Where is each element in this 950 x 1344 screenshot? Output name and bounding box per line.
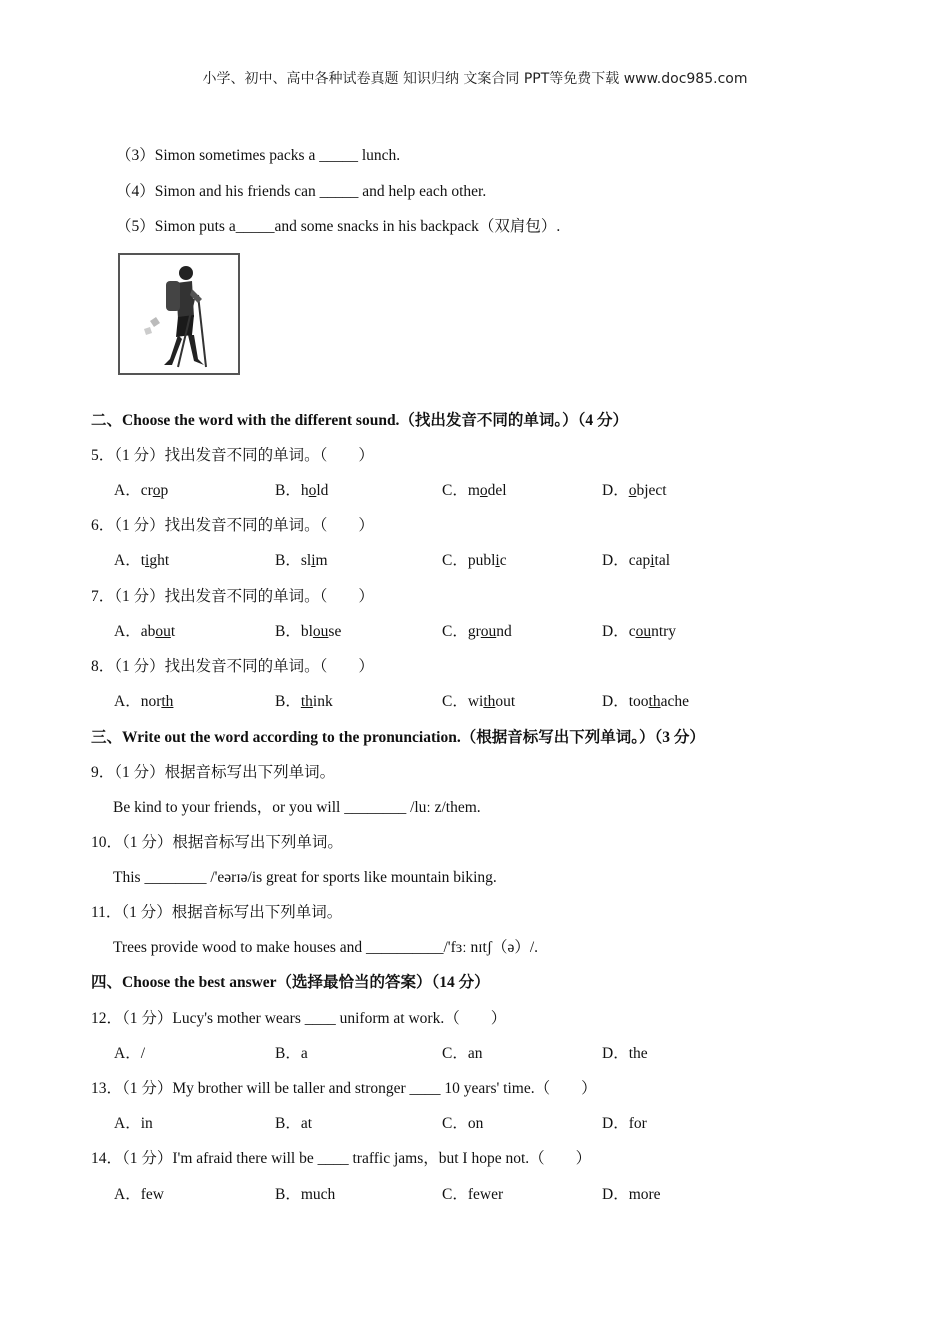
question-9-sentence: Be kind to your friends，or you will ________ /luː z/them. [113, 799, 481, 816]
question-13-stem: 13．（1 分）My brother will be taller and stronger ____ 10 years' time.（ ） [91, 1080, 597, 1097]
q13-option-c[interactable]: C．on [442, 1115, 484, 1132]
q12-option-d[interactable]: D．the [602, 1045, 648, 1062]
question-12-stem: 12．（1 分）Lucy's mother wears ____ uniform at work.（ ） [91, 1010, 507, 1027]
answer-blank[interactable]: ____ [409, 1080, 441, 1097]
question-5-stem: 5．（1 分）找出发音不同的单词。（ ） [91, 447, 374, 464]
fill-item-3 [116, 146, 400, 166]
q12-option-c[interactable]: C．an [442, 1045, 483, 1062]
answer-blank[interactable]: ____ [317, 1150, 349, 1167]
q8-option-b[interactable]: B．think [275, 693, 333, 710]
q7-option-c[interactable]: C．ground [442, 623, 512, 640]
answer-blank[interactable]: _____ [319, 183, 359, 200]
q12-option-a[interactable]: A．/ [114, 1045, 146, 1062]
q5-option-b[interactable]: B．hold [275, 482, 329, 499]
section-2-title: 二、Choose the word with the different sound.（找出发音不同的单词。）（4 分） [91, 412, 629, 429]
answer-blank[interactable]: __________ [366, 939, 444, 956]
q5-option-d[interactable]: D．object [602, 482, 667, 499]
q13-option-d[interactable]: D．for [602, 1115, 647, 1132]
page-header: 小学、初中、高中各种试卷真题 知识归纳 文案合同 PPT等免费下载 www.doc985.com [202, 71, 748, 87]
q7-option-d[interactable]: D．country [602, 623, 677, 640]
question-11-stem: 11．（1 分）根据音标写出下列单词。 [91, 904, 343, 921]
fill-item-text: and help each other. [358, 183, 487, 200]
q6-option-c[interactable]: C．public [442, 552, 507, 569]
q7-option-a[interactable]: A．about [114, 623, 176, 640]
question-8-stem: 8．（1 分）找出发音不同的单词。（ ） [91, 658, 374, 675]
q12-option-b[interactable]: B．a [275, 1045, 308, 1062]
question-11-sentence: Trees provide wood to make houses and __________/'fɜː nɪtʃ（ə）/. [113, 939, 539, 956]
q14-option-d[interactable]: D．more [602, 1186, 661, 1203]
section-3-title: 三、Write out the word according to the pronunciation.（根据音标写出下列单词。）（3 分） [91, 729, 705, 746]
q7-option-b[interactable]: B．blouse [275, 623, 342, 640]
fill-item-text: lunch. [357, 147, 401, 164]
q8-option-c[interactable]: C．without [442, 693, 516, 710]
question-9-stem: 9．（1 分）根据音标写出下列单词。 [91, 764, 336, 781]
section-4-title: 四、Choose the best answer（选择最恰当的答案）（14 分） [91, 974, 490, 991]
question-10-stem: 10．（1 分）根据音标写出下列单词。 [91, 834, 343, 851]
hiker-icon [120, 255, 238, 373]
q13-option-a[interactable]: A．in [114, 1115, 153, 1132]
question-6-stem: 6．（1 分）找出发音不同的单词。（ ） [91, 517, 374, 534]
fill-item-text: （5）Simon puts a [116, 218, 236, 235]
q5-option-a[interactable]: A．crop [114, 482, 169, 499]
answer-blank[interactable]: ________ [144, 869, 207, 886]
q8-option-a[interactable]: A．north [114, 693, 174, 710]
answer-blank[interactable]: ________ [344, 799, 407, 816]
q5-option-c[interactable]: C．model [442, 482, 507, 499]
fill-item-text: （4）Simon and his friends can [116, 183, 320, 200]
answer-blank[interactable]: ____ [304, 1010, 336, 1027]
q6-option-d[interactable]: D．capital [602, 552, 671, 569]
q13-option-b[interactable]: B．at [275, 1115, 313, 1132]
q6-option-a[interactable]: A．tight [114, 552, 170, 569]
answer-blank[interactable]: _____ [319, 147, 358, 164]
question-14-stem: 14．（1 分）I'm afraid there will be ____ traffic jams，but I hope not.（ ） [91, 1150, 592, 1167]
q8-option-d[interactable]: D．toothache [602, 693, 689, 710]
question-10-sentence: This ________ /'eərɪə/is great for sports like mountain biking. [113, 869, 497, 886]
fill-item-text: and some snacks in his backpack（双肩包）. [274, 218, 561, 235]
q14-option-a[interactable]: A．few [114, 1186, 164, 1203]
q14-option-c[interactable]: C．fewer [442, 1186, 504, 1203]
q6-option-b[interactable]: B．slim [275, 552, 328, 569]
q14-option-b[interactable]: B．much [275, 1186, 336, 1203]
answer-blank[interactable]: _____ [235, 218, 275, 235]
hiker-figure [118, 253, 240, 375]
fill-item-5 [116, 217, 560, 237]
fill-item-4 [116, 182, 486, 202]
fill-item-text: （3）Simon sometimes packs a [116, 147, 320, 164]
question-7-stem: 7．（1 分）找出发音不同的单词。（ ） [91, 588, 374, 605]
